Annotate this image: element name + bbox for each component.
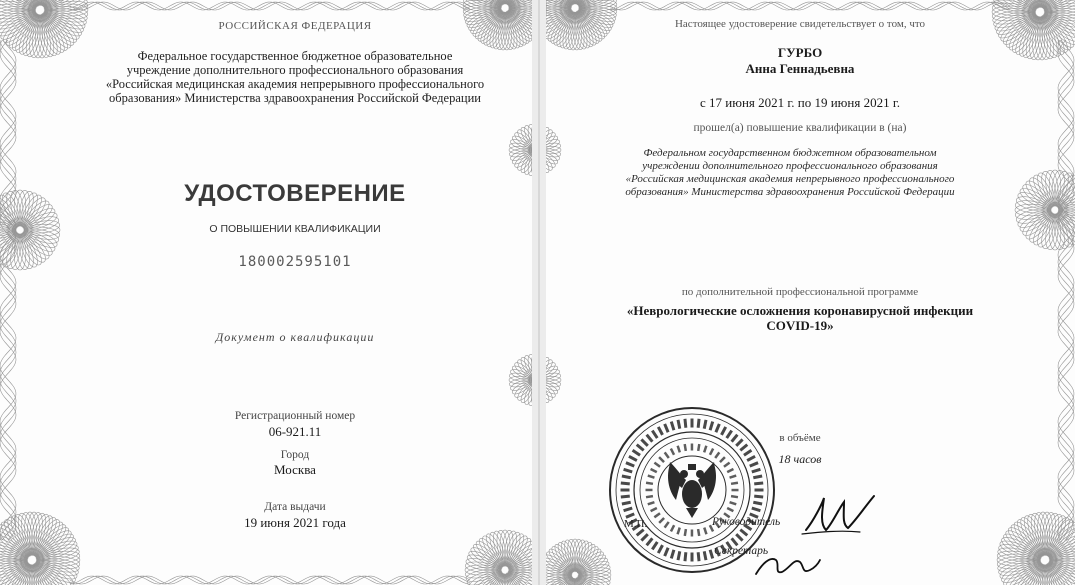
seal-lettering-mark [697, 552, 701, 561]
seal-lettering-mark [697, 444, 701, 451]
program-label: по дополнительной профессиональной программе [681, 286, 919, 298]
seal-lettering-mark [735, 533, 743, 541]
holder-given-names: Анна Геннадьевна [745, 61, 855, 76]
seal-lettering-mark [735, 438, 743, 446]
certifies-statement: Настоящее удостоверение свидетельствует о том, что [674, 18, 926, 30]
seal-lettering-mark [720, 426, 727, 435]
seal-lettering-mark [650, 507, 657, 512]
seal-lettering-mark [663, 423, 669, 432]
city-label: Город [280, 449, 310, 461]
seal-lettering-mark [731, 481, 738, 485]
issue-date-label: Дата выдачи [264, 501, 326, 513]
seal-lettering-mark [670, 525, 675, 532]
program-name-line-1: «Неврологические осложнения коронавирусной инфекции [626, 303, 974, 318]
seal-lettering-mark [732, 489, 739, 492]
seal-lettering-mark [727, 468, 734, 473]
seal-lettering-mark [703, 420, 708, 429]
seal-lettering-mark [646, 481, 653, 485]
seal-lettering-mark [651, 541, 658, 550]
seal-lettering-mark [709, 421, 714, 430]
issuer-org-line-1: Федеральное государственное бюджетное образовательное [137, 49, 453, 63]
training-org-line-1: Федеральном государственном бюджетном образовательном [643, 147, 937, 159]
seal-lettering-mark [714, 452, 720, 459]
eagle-emblem-icon [668, 462, 716, 518]
seal-lettering-mark [621, 495, 630, 499]
seal-place-label: М.П. [624, 518, 648, 530]
seal-lettering-mark [670, 448, 675, 455]
document-title: УДОСТОВЕРЕНИЕ [184, 180, 406, 207]
seal-lettering-mark [622, 475, 631, 480]
seal-lettering-mark [729, 501, 736, 506]
seal-lettering-mark [683, 444, 687, 451]
training-org-line-2: учреждении дополнительного профессионального образования [642, 160, 938, 172]
seal-lettering-mark [691, 444, 694, 451]
seal-lettering-mark [676, 445, 681, 452]
seal-lettering-mark [703, 527, 708, 534]
seal-lettering-mark [650, 468, 657, 473]
seal-lettering-mark [746, 455, 755, 462]
registration-number-value: 06-921.11 [268, 424, 322, 439]
city-value: Москва [274, 462, 316, 477]
passed-statement: прошел(а) повышение квалификации в (на) [693, 122, 907, 134]
head-role-label: Руководитель [712, 516, 781, 528]
seal-lettering-mark [719, 456, 726, 463]
seal-lettering-mark [676, 527, 681, 534]
seal-lettering-mark [658, 456, 665, 463]
registration-number-label: Регистрационный номер [234, 410, 356, 422]
seal-lettering-mark [646, 489, 653, 492]
seal-lettering-mark [727, 507, 734, 512]
secretary-signature [752, 548, 822, 585]
seal-lettering-mark [654, 462, 661, 468]
secretary-role-label: Секретарь [714, 545, 769, 557]
volume-label: в объёме [779, 432, 821, 444]
seal-lettering-mark [739, 528, 748, 536]
seal-lettering-mark [691, 553, 694, 562]
country-heading: РОССИЙСКАЯ ФЕДЕРАЦИЯ [218, 20, 372, 32]
seal-lettering-mark [628, 455, 637, 462]
issuer-org-line-3: «Российская медицинская академия непрерывного профессионального [105, 77, 485, 91]
seal-lettering-mark [658, 517, 665, 524]
training-org-line-4: образования» Министерства здравоохранения Российской Федерации [625, 186, 955, 198]
seal-lettering-mark [664, 452, 670, 459]
seal-lettering-mark [670, 549, 675, 558]
seal-lettering-mark [664, 521, 670, 528]
seal-lettering-mark [751, 468, 760, 473]
seal-lettering-mark [691, 419, 694, 428]
seal-lettering-mark [645, 434, 653, 443]
seal-lettering-mark [657, 544, 664, 553]
seal-lettering-mark [731, 495, 738, 499]
training-period: с 17 июня 2021 г. по 19 июня 2021 г. [700, 95, 900, 110]
issuer-org-line-2: учреждение дополнительного профессионального образования [126, 63, 464, 77]
seal-lettering-mark [697, 529, 701, 536]
seal-lettering-mark [622, 501, 631, 506]
document-subtitle: О ПОВЫШЕНИИ КВАЛИФИКАЦИИ [209, 223, 381, 235]
document-type: Документ о квалификации [215, 330, 375, 344]
seal-lettering-mark [647, 474, 654, 479]
seal-lettering-mark [743, 449, 752, 456]
seal-lettering-mark [703, 551, 708, 560]
seal-lettering-mark [677, 420, 682, 429]
seal-lettering-mark [751, 507, 760, 512]
seal-lettering-mark [754, 495, 763, 499]
seal-lettering-mark [749, 461, 758, 467]
seal-lettering-mark [654, 512, 661, 518]
seal-lettering-mark [623, 507, 632, 512]
head-signature [800, 490, 880, 540]
seal-lettering-mark [623, 468, 632, 473]
seal-lettering-mark [645, 537, 653, 546]
issuer-org-line-4: образования» Министерства здравоохранения Российской Федерации [109, 91, 481, 105]
seal-lettering-mark [636, 443, 645, 451]
seal-lettering-mark [651, 430, 658, 439]
seal-lettering-mark [670, 421, 675, 430]
volume-value: 18 часов [778, 452, 822, 466]
document-number: 180002595101 [238, 254, 352, 270]
seal-lettering-mark [755, 489, 764, 492]
seal-lettering-mark [640, 533, 648, 541]
training-org-line-3: «Российская медицинская академия непрерывного профессионального [625, 173, 955, 185]
seal-lettering-mark [697, 419, 701, 428]
seal-lettering-mark [709, 448, 714, 455]
holder-surname: ГУРБО [777, 45, 823, 60]
seal-lettering-mark [625, 461, 634, 467]
seal-lettering-mark [723, 462, 730, 468]
seal-lettering-mark [646, 495, 653, 499]
seal-lettering-mark [647, 501, 654, 506]
seal-lettering-mark [691, 530, 694, 537]
seal-lettering-mark [684, 529, 688, 536]
seal-lettering-mark [725, 430, 732, 439]
seal-lettering-mark [640, 438, 648, 446]
seal-lettering-mark [754, 481, 763, 485]
seal-lettering-mark [753, 475, 762, 480]
seal-lettering-mark [753, 501, 762, 506]
seal-lettering-mark [683, 552, 687, 561]
seal-lettering-mark [730, 434, 738, 443]
issue-date-value: 19 июня 2021 года [244, 515, 346, 530]
seal-lettering-mark [677, 551, 682, 560]
seal-lettering-mark [657, 426, 664, 435]
seal-lettering-mark [739, 443, 748, 451]
seal-lettering-mark [621, 481, 630, 485]
seal-lettering-mark [632, 449, 641, 456]
seal-lettering-mark [703, 445, 708, 452]
seal-lettering-mark [683, 419, 687, 428]
seal-lettering-mark [729, 474, 736, 479]
program-name-line-2: COVID-19» [766, 318, 834, 333]
seal-lettering-mark [714, 423, 720, 432]
seal-lettering-mark [663, 547, 669, 556]
seal-lettering-mark [621, 489, 630, 492]
